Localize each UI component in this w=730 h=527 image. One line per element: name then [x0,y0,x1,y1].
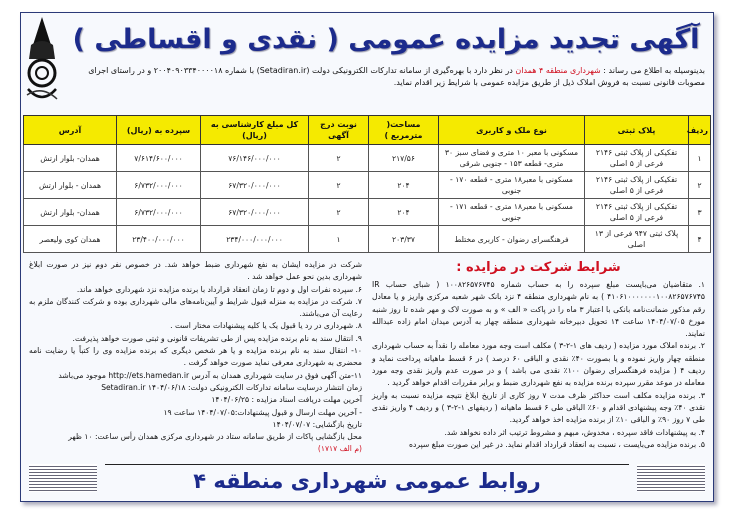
header-text [67,15,711,89]
municipality-logo [23,15,61,107]
cell-type: مسکونی با معبر۱۸ متری - قطعه ۱۷۰ - جنوبی [439,172,585,199]
intro-post: در نظر دارد با بهره‌گیری از سامانه تدارکات الکترونیکی دولت (Setadiran.ir) با شماره ۲۰۰۴۰۹۰۳۳۴۰۰۰۰۱۸ و در راستای اجرای مصوبات قانونی نسبت به فروش املاک ذیل از طریق مزایده عمومی با شرایط زیر اقدام نماید. [88,66,705,87]
cell-row-no: ۳ [689,199,711,226]
cell-turn: ۲ [309,199,369,226]
ad-code: (م الف ۱۷۱۷) [317,444,362,454]
header-row-no: ردیف [689,116,711,145]
cell-price: ۷۶/۱۴۶/۰۰۰/۰۰۰ [201,145,309,172]
table-row [24,172,711,199]
cell-turn: ۲ [309,172,369,199]
cell-address: همدان- بلوار ارتش [24,145,117,172]
cell-turn: ۱ [309,226,369,253]
cell-turn: ۲ [309,145,369,172]
header-turn: نوبت درج آگهی [309,116,369,145]
header-price: کل مبلغ کارشناسی به (ریال) [201,116,309,145]
header-plaque: پلاک ثبتی [585,116,689,145]
cell-plaque: پلاک ثبتی ۹۴۷ فرعی از ۱۳ اصلی [585,226,689,253]
cell-deposit: ۷/۶۱۴/۶۰۰/۰۰۰ [117,145,201,172]
footer-title: روابط عمومی شهرداری منطقه ۴ [193,468,541,493]
cell-type: فرهنگسرای رضوان - کاربری مختلط [439,226,585,253]
table-row [24,226,711,253]
notice-header [23,15,711,107]
term-item: ۸. شهرداری در رد یا قبول یک یا کلیه پیشنهادات مختار است . [170,321,362,331]
cell-row-no: ۴ [689,226,711,253]
term-item: آخرین مهلت دریافت اسناد مزایده : ۱۴۰۴/۰۶/۲۵ [211,395,362,405]
cell-price: ۲۳۴/۰۰۰/۰۰۰/۰۰۰ [201,226,309,253]
term-item: ۳. برنده مزایده مکلف است حداکثر ظرف مدت ۷ روز کاری از تاریخ ابلاغ نتیجه مزایده نسبت به واریز نقدی ۴۰٪ وجه پیشنهادی اقدام و ۶۰٪ الباقی طی ۶ قسط ماهیانه ( ردیفهای ۱-۲-۳ ) و ردیف ۴ واریز نقدی طی ۷ روز ۹۰٪ و الباقی ۱۰٪ از برنده مزایده اخذ خواهد گردید. [372,390,705,425]
cell-plaque: تفکیکی از پلاک ثبتی ۲۱۴۶ فرعی از ۵ اصلی [585,199,689,226]
header-deposit: سپرده به (ریال) [117,116,201,145]
term-item: ۴. به پیشنهادات فاقد سپرده ، مخدوش، مبهم و مشروط ترتیب اثر داده نخواهد شد. [444,427,705,437]
term-item: ۵. برنده مزایده می‌بایست ، نسبت به انعقاد قرارداد اقدام نماید. در غیر این صورت مبلغ سپرده [409,439,705,449]
intro-pre: بدینوسیله به اطلاع می رساند : [600,66,705,75]
cell-deposit: ۶/۷۳۲/۰۰۰/۰۰۰ [117,199,201,226]
table-row [24,145,711,172]
terms-right-column [372,259,705,451]
decorative-lines-right [637,464,705,492]
page-title: آگهی تجدید مزایده عمومی ( نقدی و اقساطی ) [72,24,700,55]
term-item: ۱. متقاضیان می‌بایست مبلغ سپرده را به حساب شماره ۱۰۰۸۲۶۵۷۶۷۴۵ ( شبای حساب IR ۴۱۰۶۱۰۰۰۰۰۰۰۱۰۰۸۲۶۵۷۶۷۴۵ ) به نام شهرداری منطقه ۴ نزد بانک شهر شعبه مرکزی واریز و یا معادل رقم مذکور ضمانت‌نامه بانکی با اعتبار ۳ ماه را در پاکت « الف » و به صورت لاک و مهر شده تا روز شنبه مورخ ۱۴۰۴/۰۷/۰۵ ساعت ۱۴ تحویل دبیرخانه شهرداری منطقه چهار به آدرس میدان امام زاده عبدالله نمایند. [372,280,705,339]
header-address: آدرس [24,116,117,145]
cell-type: مسکونی با معبر ۱۰ متری و فضای سبز ۳۰ متری- قطعه ۱۵۳ - جنوبی شرقی [439,145,585,172]
header-type: نوع ملک و کاربری [439,116,585,145]
cell-row-no: ۲ [689,172,711,199]
auction-notice [20,12,714,502]
terms-title: شرایط شرکت در مزایده : [456,260,621,275]
cell-address: همدان کوی ولیعصر [24,226,117,253]
term-item: محل بازگشایی پاکات از طریق سامانه ستاد در شهرداری مرکزی همدان رأس ساعت: ۱۰ ظهر [68,432,362,442]
cell-price: ۶۷/۳۲۰/۰۰۰/۰۰۰ [201,199,309,226]
cell-deposit: ۲۳/۴۰۰/۰۰۰/۰۰۰ [117,226,201,253]
table-row [24,199,711,226]
cell-area: ۲۰۴ [369,199,439,226]
cell-price: ۶۷/۳۲۰/۰۰۰/۰۰۰ [201,172,309,199]
cell-area: ۲۰۳/۳۷ [369,226,439,253]
term-item: ۲. برنده املاک مورد مزایده ( ردیف های ۱-۲-۳ ) مکلف است وجه مورد معامله را نقداً به حساب شهرداری منطقه چهار واریز نموده و یا بصورت ۴۰٪ نقدی و الباقی ۶۰ درصد ) در ۶ قسط ماهیانه پرداخت نماید و ردیف ۴ ( مزایده فرهنگسرای رضوان ۱۰۰٪ نقدی می باشد ) و در صورت عدم واریز نقدی وجه مورد معامله در موعد مقرر سپرده برنده مزایده به نفع شهرداری ضبط و برابر مقررات اقدام خواهد گردید . [372,341,706,388]
term-item: ۶. سپرده نفرات اول و دوم تا زمان انعقاد قرارداد با برنده مزایده نزد شهرداری خواهد ماند. [76,284,362,294]
cell-area: ۲۱۷/۵۶ [369,145,439,172]
terms-left-column [29,259,362,456]
intro-highlight: شهرداری منطقه ۴ همدان [515,66,601,75]
cell-row-no: ۱ [689,145,711,172]
footer-divider [105,464,629,465]
term-item: زمان انتشار درسایت سامانه تدارکات الکترونیکی دولت: Setadiran.ir ۱۴۰۴/۰۶/۱۸ [101,382,362,392]
cell-type: مسکونی با معبر۱۸ متری - قطعه ۱۷۱ - جنوبی [439,199,585,226]
term-item: ۱۱-متن آگهی فوق در سایت شهرداری همدان به آدرس http://ets.hamedan.ir موجود می‌باشد [58,370,362,380]
cell-plaque: تفکیکی از پلاک ثبتی ۲۱۴۶ فرعی از ۵ اصلی [585,145,689,172]
decorative-lines-left [29,464,97,492]
cell-deposit: ۶/۷۳۲/۰۰۰/۰۰۰ [117,172,201,199]
intro-text [67,65,705,89]
table-header-row [24,116,711,145]
term-item: ۷. شرکت در مزایده به منزله قبول شرایط و آیین‌نامه‌های مالی شهرداری بوده و شرکت کنندگان ملزم به رعایت آن می‌باشند. [29,296,362,319]
cell-plaque: تفکیکی از پلاک ثبتی ۲۱۴۶ فرعی از ۵ اصلی [585,172,689,199]
term-item: ۱۰- انتقال سند به نام برنده مزایده و یا هر شخص دیگری که برنده مزایده وی را کتباً یا رضایت نامه محضری به شهرداری معرفی نماید صورت خواهد گرفت . [29,346,362,368]
cell-address: همدان - بلوار ارتش [24,172,117,199]
header-area: مساحت( مترمربع ) [369,116,439,145]
term-item: تاریخ بازگشایی: ۱۴۰۴/۰۷/۰۷ [272,419,362,429]
term-item: ۹. انتقال سند به نام برنده مزایده پس از طی تشریفات قانونی و ثبتی صورت خواهد پذیرفت. [72,333,362,343]
term-item: - آخرین مهلت ارسال و قبول پیشنهادات:۱۴۰۴/۰۷/۰۵ ساعت ۱۹ [163,407,362,417]
terms-section [23,253,711,456]
notice-footer [23,464,711,495]
cell-address: همدان- بلوار ارتش [24,199,117,226]
properties-table [23,115,711,253]
term-item: شرکت در مزایده ایشان به نفع شهرداری ضبط خواهد شد. در خصوص نفر دوم نیز در صورت ابلاغ شهرداری بدین نحو عمل خواهد شد . [29,260,362,282]
cell-area: ۲۰۴ [369,172,439,199]
